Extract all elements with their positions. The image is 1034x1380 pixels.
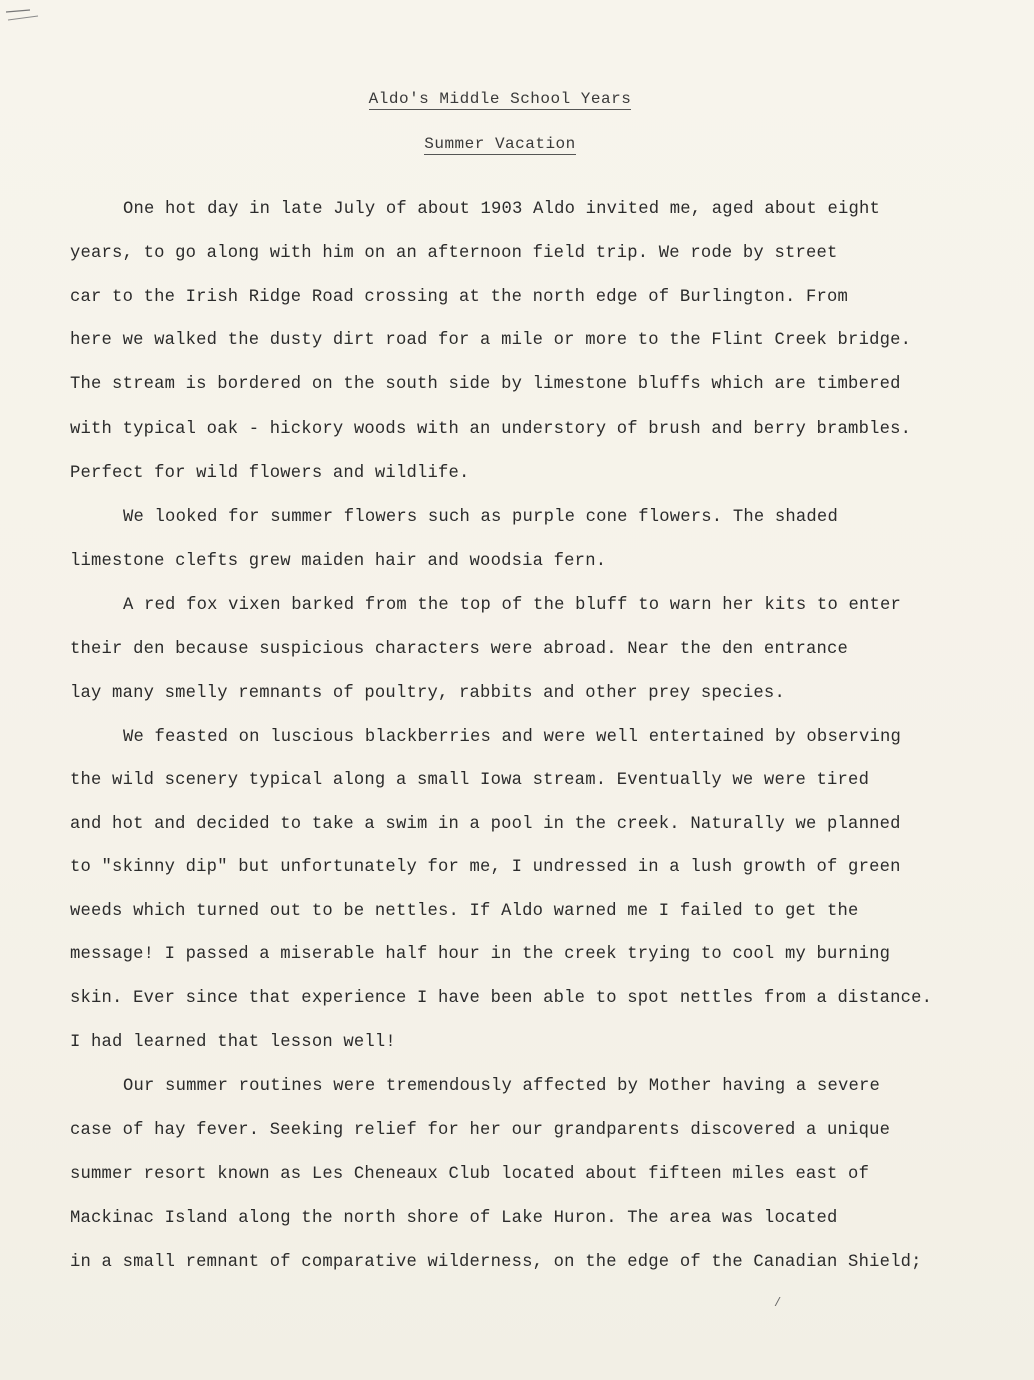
text-line: limestone clefts grew maiden hair and woodsia fern. — [70, 552, 607, 571]
text-line: the wild scenery typical along a small Iowa stream. Eventually we were tired — [70, 771, 870, 790]
text-line: One hot day in late July of about 1903 Aldo invited me, aged about eight — [123, 200, 881, 219]
text-line: We looked for summer flowers such as purple cone flowers. The shaded — [123, 508, 838, 527]
text-line: Perfect for wild flowers and wildlife. — [70, 464, 470, 483]
text-line: here we walked the dusty dirt road for a mile or more to the Flint Creek bridge. — [70, 331, 912, 350]
text-line: years, to go along with him on an afternoon field trip. We rode by street — [70, 244, 838, 263]
text-line: their den because suspicious characters were abroad. Near the den entrance — [70, 640, 849, 659]
staple-mark — [4, 8, 40, 26]
pencil-mark: / — [774, 1296, 782, 1310]
text-line: Our summer routines were tremendously affected by Mother having a severe — [123, 1077, 881, 1096]
text-line: We feasted on luscious blackberries and were well entertained by observing — [123, 728, 902, 747]
text-line: with typical oak - hickory woods with an understory of brush and berry brambles. — [70, 420, 912, 439]
text-line: lay many smelly remnants of poultry, rabbits and other prey species. — [70, 684, 785, 703]
text-line: weeds which turned out to be nettles. If Aldo warned me I failed to get the — [70, 902, 859, 921]
text-line: car to the Irish Ridge Road crossing at the north edge of Burlington. From — [70, 288, 849, 307]
text-line: The stream is bordered on the south side by limestone bluffs which are timbered — [70, 375, 901, 394]
text-line: in a small remnant of comparative wilderness, on the edge of the Canadian Shield; — [70, 1253, 922, 1272]
text-line: message! I passed a miserable half hour in the creek trying to cool my burning — [70, 945, 891, 964]
document-subtitle — [0, 135, 1000, 153]
text-line: I had learned that lesson well! — [70, 1033, 396, 1052]
text-line: skin. Ever since that experience I have been able to spot nettles from a distance. — [70, 989, 933, 1008]
text-line: and hot and decided to take a swim in a pool in the creek. Naturally we planned — [70, 815, 901, 834]
text-line: summer resort known as Les Cheneaux Club located about fifteen miles east of — [70, 1165, 870, 1184]
subtitle-text: Summer Vacation — [424, 135, 576, 153]
document-title — [0, 90, 1000, 108]
title-text: Aldo's Middle School Years — [368, 90, 632, 108]
text-line: A red fox vixen barked from the top of the bluff to warn her kits to enter — [123, 596, 902, 615]
text-line: to "skinny dip" but unfortunately for me, I undressed in a lush growth of green — [70, 858, 901, 877]
text-line: case of hay fever. Seeking relief for her our grandparents discovered a unique — [70, 1121, 891, 1140]
text-line: Mackinac Island along the north shore of Lake Huron. The area was located — [70, 1209, 838, 1228]
